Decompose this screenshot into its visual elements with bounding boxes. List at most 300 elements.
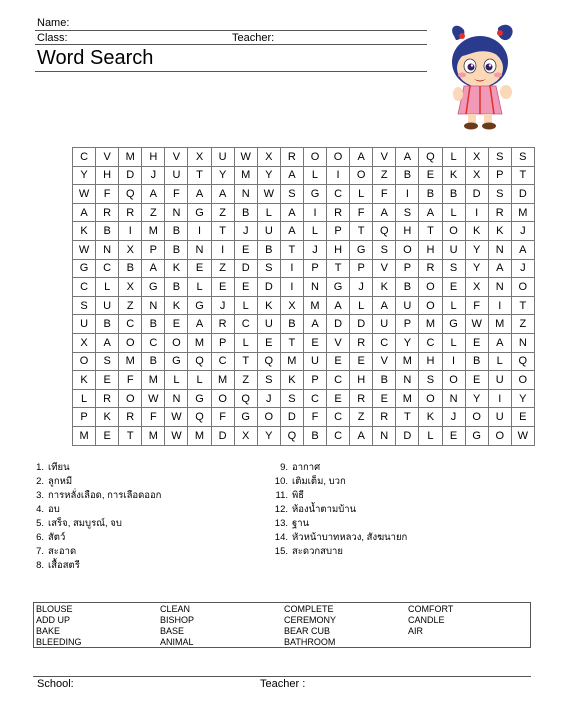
grid-cell: W bbox=[465, 315, 488, 334]
grid-cell: K bbox=[442, 166, 465, 185]
grid-cell: X bbox=[465, 148, 488, 167]
footer-teacher-label: Teacher : bbox=[260, 678, 306, 690]
grid-cell: T bbox=[119, 426, 142, 445]
grid-cell: P bbox=[303, 259, 326, 278]
grid-cell: O bbox=[211, 389, 234, 408]
grid-cell: T bbox=[396, 408, 419, 427]
grid-cell: V bbox=[96, 148, 119, 167]
grid-cell: S bbox=[280, 389, 303, 408]
clue-item bbox=[28, 475, 161, 489]
grid-cell: V bbox=[373, 352, 396, 371]
grid-cell: L bbox=[188, 371, 211, 390]
grid-cell: M bbox=[188, 333, 211, 352]
clue-item bbox=[272, 517, 407, 531]
grid-cell: D bbox=[350, 315, 373, 334]
grid-cell: C bbox=[419, 333, 442, 352]
grid-cell: C bbox=[211, 352, 234, 371]
word-bank-item: CLEAN bbox=[160, 604, 191, 614]
grid-cell: O bbox=[419, 389, 442, 408]
grid-cell: O bbox=[119, 389, 142, 408]
grid-cell: W bbox=[511, 426, 534, 445]
grid-row bbox=[73, 278, 535, 297]
grid-cell: U bbox=[257, 315, 280, 334]
clue-number: 11 . bbox=[272, 489, 288, 503]
clue-text: สัตว์ bbox=[48, 532, 66, 543]
grid-cell: B bbox=[419, 185, 442, 204]
grid-cell: W bbox=[165, 426, 188, 445]
grid-cell: A bbox=[373, 296, 396, 315]
grid-cell: L bbox=[442, 203, 465, 222]
grid-row bbox=[73, 315, 535, 334]
clue-text: หัวหน้าบาทหลวง, สังฆนายก bbox=[292, 532, 408, 543]
grid-cell: D bbox=[396, 426, 419, 445]
clue-text: สะดวกสบาย bbox=[292, 546, 343, 557]
grid-cell: T bbox=[511, 296, 534, 315]
grid-cell: G bbox=[327, 278, 350, 297]
grid-cell: U bbox=[373, 315, 396, 334]
grid-cell: V bbox=[327, 333, 350, 352]
clue-item bbox=[28, 545, 161, 559]
grid-cell: E bbox=[442, 426, 465, 445]
grid-cell: N bbox=[234, 185, 257, 204]
clue-number: 8 . bbox=[28, 559, 44, 573]
grid-cell: E bbox=[327, 352, 350, 371]
grid-cell: Z bbox=[373, 166, 396, 185]
grid-cell: F bbox=[96, 185, 119, 204]
word-bank-item: BATHROOM bbox=[284, 637, 336, 647]
grid-cell: I bbox=[211, 240, 234, 259]
word-bank-item: BASE bbox=[160, 626, 185, 636]
grid-cell: L bbox=[257, 203, 280, 222]
grid-row bbox=[73, 426, 535, 445]
grid-cell: G bbox=[350, 240, 373, 259]
clue-number: 15 . bbox=[272, 545, 288, 559]
grid-cell: D bbox=[465, 185, 488, 204]
grid-cell: R bbox=[280, 148, 303, 167]
grid-cell: M bbox=[419, 315, 442, 334]
grid-cell: R bbox=[488, 203, 511, 222]
grid-row bbox=[73, 259, 535, 278]
grid-cell: H bbox=[350, 371, 373, 390]
grid-cell: S bbox=[511, 148, 534, 167]
grid-cell: N bbox=[442, 389, 465, 408]
clue-item bbox=[272, 503, 407, 517]
grid-cell: C bbox=[119, 315, 142, 334]
grid-cell: B bbox=[257, 240, 280, 259]
grid-cell: N bbox=[165, 389, 188, 408]
grid-cell: M bbox=[396, 352, 419, 371]
grid-row bbox=[73, 148, 535, 167]
grid-cell: A bbox=[373, 203, 396, 222]
grid-cell: N bbox=[303, 278, 326, 297]
grid-cell: R bbox=[419, 259, 442, 278]
word-search-grid bbox=[72, 147, 535, 446]
grid-cell: C bbox=[142, 333, 165, 352]
grid-cell: L bbox=[234, 333, 257, 352]
grid-cell: A bbox=[350, 148, 373, 167]
grid-cell: N bbox=[511, 333, 534, 352]
grid-cell: J bbox=[511, 222, 534, 241]
grid-cell: I bbox=[119, 222, 142, 241]
grid-cell: O bbox=[303, 148, 326, 167]
grid-cell: O bbox=[442, 222, 465, 241]
grid-cell: S bbox=[442, 259, 465, 278]
grid-cell: C bbox=[303, 389, 326, 408]
clue-number: 5 . bbox=[28, 517, 44, 531]
word-bank-item: CEREMONY bbox=[284, 615, 337, 625]
grid-cell: K bbox=[373, 278, 396, 297]
grid-cell: N bbox=[488, 278, 511, 297]
grid-cell: O bbox=[419, 296, 442, 315]
grid-cell: A bbox=[396, 148, 419, 167]
grid-cell: L bbox=[73, 389, 96, 408]
grid-cell: D bbox=[234, 259, 257, 278]
grid-cell: T bbox=[234, 352, 257, 371]
grid-cell: Z bbox=[142, 203, 165, 222]
grid-cell: Y bbox=[511, 389, 534, 408]
page-title: Word Search bbox=[37, 47, 154, 69]
grid-cell: E bbox=[350, 352, 373, 371]
grid-cell: Z bbox=[511, 315, 534, 334]
grid-cell: X bbox=[119, 240, 142, 259]
clue-text: อบ bbox=[48, 504, 60, 515]
grid-cell: R bbox=[119, 408, 142, 427]
grid-cell: U bbox=[165, 166, 188, 185]
grid-cell: P bbox=[142, 240, 165, 259]
grid-cell: E bbox=[257, 333, 280, 352]
grid-cell: O bbox=[350, 166, 373, 185]
grid-cell: K bbox=[73, 222, 96, 241]
grid-cell: X bbox=[465, 278, 488, 297]
grid-cell: E bbox=[234, 240, 257, 259]
grid-cell: A bbox=[280, 166, 303, 185]
grid-cell: V bbox=[373, 148, 396, 167]
word-bank bbox=[33, 602, 531, 648]
grid-cell: J bbox=[211, 296, 234, 315]
grid-cell: T bbox=[350, 222, 373, 241]
grid-cell: M bbox=[303, 296, 326, 315]
grid-cell: R bbox=[350, 389, 373, 408]
grid-cell: U bbox=[73, 315, 96, 334]
grid-cell: G bbox=[73, 259, 96, 278]
grid-cell: J bbox=[142, 166, 165, 185]
word-bank-item: ANIMAL bbox=[160, 637, 194, 647]
grid-cell: Z bbox=[234, 371, 257, 390]
grid-cell: K bbox=[419, 408, 442, 427]
grid-cell: K bbox=[465, 222, 488, 241]
grid-cell: S bbox=[488, 185, 511, 204]
grid-cell: Q bbox=[257, 352, 280, 371]
grid-cell: E bbox=[165, 315, 188, 334]
grid-cell: K bbox=[488, 222, 511, 241]
grid-cell: I bbox=[442, 352, 465, 371]
grid-cell: F bbox=[373, 185, 396, 204]
grid-cell: G bbox=[188, 296, 211, 315]
word-bank-item: BEAR CUB bbox=[284, 626, 331, 636]
grid-cell: L bbox=[419, 426, 442, 445]
grid-cell: B bbox=[119, 259, 142, 278]
grid-cell: W bbox=[234, 148, 257, 167]
grid-cell: G bbox=[303, 185, 326, 204]
grid-cell: X bbox=[188, 148, 211, 167]
grid-cell: H bbox=[142, 148, 165, 167]
grid-cell: Q bbox=[119, 185, 142, 204]
clue-number: 7 . bbox=[28, 545, 44, 559]
grid-cell: R bbox=[211, 315, 234, 334]
grid-cell: I bbox=[327, 166, 350, 185]
grid-cell: Q bbox=[511, 352, 534, 371]
grid-cell: U bbox=[488, 371, 511, 390]
grid-row bbox=[73, 296, 535, 315]
grid-cell: U bbox=[303, 352, 326, 371]
grid-row bbox=[73, 371, 535, 390]
clue-number: 4 . bbox=[28, 503, 44, 517]
grid-cell: Z bbox=[211, 203, 234, 222]
footer-line bbox=[33, 676, 531, 677]
clue-number: 1 . bbox=[28, 461, 44, 475]
grid-cell: M bbox=[188, 426, 211, 445]
clue-list-left bbox=[28, 461, 161, 573]
grid-cell: H bbox=[419, 352, 442, 371]
grid-cell: F bbox=[303, 408, 326, 427]
grid-cell: U bbox=[211, 148, 234, 167]
grid-cell: D bbox=[211, 426, 234, 445]
grid-cell: L bbox=[165, 371, 188, 390]
grid-cell: A bbox=[96, 333, 119, 352]
grid-row bbox=[73, 222, 535, 241]
grid-cell: K bbox=[73, 371, 96, 390]
grid-cell: M bbox=[488, 315, 511, 334]
grid-cell: N bbox=[396, 371, 419, 390]
grid-cell: H bbox=[396, 222, 419, 241]
grid-cell: S bbox=[373, 240, 396, 259]
grid-cell: P bbox=[396, 315, 419, 334]
grid-cell: P bbox=[327, 222, 350, 241]
grid-cell: C bbox=[327, 185, 350, 204]
grid-cell: L bbox=[96, 278, 119, 297]
grid-cell: G bbox=[188, 389, 211, 408]
grid-cell: K bbox=[165, 296, 188, 315]
clue-number: 3 . bbox=[28, 489, 44, 503]
grid-cell: F bbox=[142, 408, 165, 427]
grid-cell: G bbox=[142, 278, 165, 297]
class-line bbox=[35, 44, 427, 45]
grid-cell: R bbox=[96, 203, 119, 222]
grid-cell: A bbox=[142, 185, 165, 204]
grid-cell: B bbox=[234, 203, 257, 222]
grid-cell: H bbox=[96, 166, 119, 185]
clue-item bbox=[272, 489, 407, 503]
grid-cell: E bbox=[96, 371, 119, 390]
clue-text: พิธี bbox=[292, 490, 305, 501]
grid-cell: H bbox=[327, 240, 350, 259]
clue-number: 2 . bbox=[28, 475, 44, 489]
clue-item bbox=[28, 461, 161, 475]
grid-cell: E bbox=[303, 333, 326, 352]
grid-cell: I bbox=[280, 259, 303, 278]
grid-cell: O bbox=[327, 148, 350, 167]
grid-cell: L bbox=[234, 296, 257, 315]
clue-text: ฐาน bbox=[292, 518, 310, 529]
grid-cell: S bbox=[419, 371, 442, 390]
grid-cell: S bbox=[257, 371, 280, 390]
grid-cell: A bbox=[419, 203, 442, 222]
grid-cell: U bbox=[257, 222, 280, 241]
grid-cell: N bbox=[142, 296, 165, 315]
grid-cell: M bbox=[211, 371, 234, 390]
grid-cell: Q bbox=[188, 408, 211, 427]
grid-cell: Y bbox=[211, 166, 234, 185]
grid-cell: U bbox=[442, 240, 465, 259]
grid-cell: B bbox=[165, 278, 188, 297]
clue-text: เสร็จ, สมบูรณ์, จบ bbox=[48, 518, 122, 529]
grid-cell: T bbox=[280, 333, 303, 352]
grid-cell: O bbox=[511, 278, 534, 297]
grid-cell: Z bbox=[119, 296, 142, 315]
grid-cell: O bbox=[73, 352, 96, 371]
grid-cell: U bbox=[96, 296, 119, 315]
grid-cell: Y bbox=[73, 166, 96, 185]
grid-cell: B bbox=[165, 240, 188, 259]
grid-cell: B bbox=[373, 371, 396, 390]
grid-cell: W bbox=[257, 185, 280, 204]
word-bank-item: BISHOP bbox=[160, 615, 195, 625]
grid-cell: D bbox=[280, 408, 303, 427]
grid-cell: C bbox=[96, 259, 119, 278]
grid-cell: M bbox=[511, 203, 534, 222]
grid-cell: S bbox=[96, 352, 119, 371]
grid-cell: J bbox=[442, 408, 465, 427]
grid-cell: B bbox=[396, 278, 419, 297]
grid-cell: B bbox=[442, 185, 465, 204]
clue-text: เสื้อสตรี bbox=[48, 560, 80, 571]
grid-cell: D bbox=[327, 315, 350, 334]
grid-cell: I bbox=[188, 222, 211, 241]
grid-cell: T bbox=[211, 222, 234, 241]
grid-cell: A bbox=[280, 203, 303, 222]
grid-cell: O bbox=[396, 240, 419, 259]
grid-cell: Q bbox=[419, 148, 442, 167]
grid-cell: M bbox=[142, 371, 165, 390]
grid-cell: B bbox=[142, 352, 165, 371]
grid-cell: T bbox=[419, 222, 442, 241]
grid-cell: X bbox=[257, 148, 280, 167]
grid-cell: A bbox=[303, 315, 326, 334]
grid-cell: W bbox=[73, 185, 96, 204]
grid-cell: M bbox=[396, 389, 419, 408]
grid-cell: K bbox=[257, 296, 280, 315]
grid-cell: L bbox=[350, 185, 373, 204]
grid-cell: Y bbox=[465, 259, 488, 278]
clue-number: 14 . bbox=[272, 531, 288, 545]
grid-cell: A bbox=[73, 203, 96, 222]
grid-cell: A bbox=[142, 259, 165, 278]
grid-cell: U bbox=[396, 296, 419, 315]
word-bank-item: BAKE bbox=[36, 626, 61, 636]
clue-item bbox=[28, 531, 161, 545]
grid-cell: E bbox=[373, 389, 396, 408]
grid-cell: W bbox=[73, 240, 96, 259]
clue-number: 12 . bbox=[272, 503, 288, 517]
grid-cell: O bbox=[488, 426, 511, 445]
grid-cell: E bbox=[234, 278, 257, 297]
grid-cell: K bbox=[280, 371, 303, 390]
grid-cell: U bbox=[488, 408, 511, 427]
grid-cell: Q bbox=[280, 426, 303, 445]
grid-cell: A bbox=[188, 315, 211, 334]
grid-cell: P bbox=[488, 166, 511, 185]
grid-cell: L bbox=[488, 352, 511, 371]
clue-text: ลูกหมี bbox=[48, 476, 73, 487]
grid-cell: C bbox=[73, 278, 96, 297]
grid-row bbox=[73, 240, 535, 259]
grid-cell: W bbox=[165, 408, 188, 427]
grid-cell: M bbox=[119, 352, 142, 371]
grid-cell: C bbox=[327, 426, 350, 445]
grid-cell: C bbox=[234, 315, 257, 334]
grid-cell: X bbox=[465, 166, 488, 185]
grid-cell: J bbox=[350, 278, 373, 297]
clue-number: 10 . bbox=[272, 475, 288, 489]
grid-cell: L bbox=[303, 222, 326, 241]
grid-cell: J bbox=[303, 240, 326, 259]
clue-text: การหลั่งเลือด, การเลือดออก bbox=[48, 490, 162, 501]
clue-number: 13 . bbox=[272, 517, 288, 531]
grid-cell: X bbox=[73, 333, 96, 352]
grid-cell: Q bbox=[234, 389, 257, 408]
grid-cell: B bbox=[165, 222, 188, 241]
grid-row bbox=[73, 185, 535, 204]
grid-cell: T bbox=[327, 259, 350, 278]
grid-cell: G bbox=[165, 352, 188, 371]
grid-cell: R bbox=[373, 408, 396, 427]
grid-cell: M bbox=[234, 166, 257, 185]
clue-text: ห้องน้ำตามบ้าน bbox=[292, 504, 357, 515]
name-label: Name: bbox=[37, 17, 70, 29]
grid-cell: F bbox=[119, 371, 142, 390]
grid-cell: F bbox=[350, 203, 373, 222]
grid-cell: T bbox=[188, 166, 211, 185]
grid-row bbox=[73, 333, 535, 352]
grid-cell: N bbox=[165, 203, 188, 222]
word-bank-item: CANDLE bbox=[408, 615, 445, 625]
grid-cell: E bbox=[465, 371, 488, 390]
grid-cell: A bbox=[211, 185, 234, 204]
grid-cell: O bbox=[511, 371, 534, 390]
clue-item bbox=[28, 517, 161, 531]
grid-cell: B bbox=[465, 352, 488, 371]
grid-cell: O bbox=[257, 408, 280, 427]
grid-cell: D bbox=[511, 185, 534, 204]
grid-cell: F bbox=[465, 296, 488, 315]
grid-cell: Z bbox=[350, 408, 373, 427]
grid-cell: R bbox=[350, 333, 373, 352]
clue-item bbox=[28, 559, 161, 573]
grid-cell: A bbox=[350, 426, 373, 445]
grid-cell: A bbox=[280, 222, 303, 241]
grid-cell: X bbox=[119, 278, 142, 297]
grid-cell: J bbox=[511, 259, 534, 278]
grid-cell: G bbox=[442, 315, 465, 334]
grid-cell: R bbox=[327, 203, 350, 222]
grid-cell: A bbox=[488, 333, 511, 352]
grid-cell: O bbox=[419, 278, 442, 297]
grid-cell: M bbox=[142, 222, 165, 241]
grid-cell: B bbox=[303, 426, 326, 445]
grid-cell: I bbox=[488, 296, 511, 315]
grid-cell: L bbox=[188, 278, 211, 297]
grid-cell: C bbox=[73, 148, 96, 167]
